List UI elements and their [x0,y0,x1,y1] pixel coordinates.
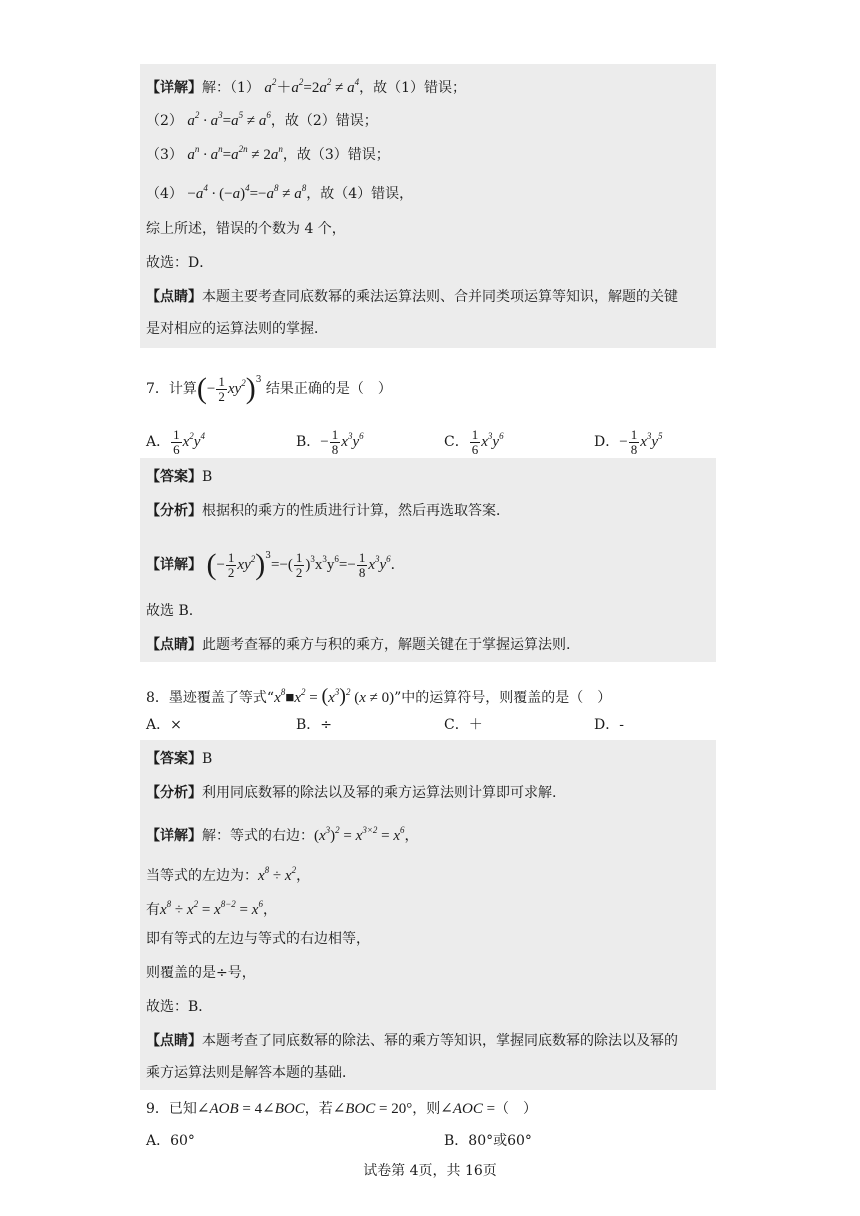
q6-detail-line-1: 【详解】解：（1） $a^2+a^2=2a^2 \ne a^4$，故（1）错误； [146,77,467,96]
q7-answer: 【答案】B [146,469,213,485]
q7-option-a[interactable]: A． $\frac{1}{6}$ $x^2y^4$ [146,426,205,457]
detail-tag: 【详解】 [146,80,202,96]
q8-analysis: 【分析】利用同底数幂的除法以及幂的乘方运算法则计算即可求解. [146,785,557,801]
page-footer: 试卷第 4页，共 16页 [363,1163,497,1179]
q6-detail-line-4: $(4) -a^4 \cdot (-a)^4=-a^8 \ne a^8$，故（4）错误， [146,183,414,202]
analysis-tag: 【分析】 [146,503,202,519]
math-expression: $x^8 \div x^2 = x^{8-2} = x^6$ [160,899,263,918]
q8-option-c[interactable]: C．＋ [444,717,483,733]
math-expression: ∠AOB = 4∠BOC [196,1101,305,1117]
q6-summary: 综上所述，错误的个数为 4 个， [146,221,346,237]
q8-answer: 【答案】B [146,751,213,767]
math-expression: $(x^3)^2 = x^{3\times 2} = x^6$ [314,825,405,844]
q8-stem: 8．墨迹覆盖了等式“$x^8■x^2 = (x^3)^2$ (x ≠ 0)”中的运算符号，则覆盖的是（ ） [146,685,612,707]
q6-comment-line-1: 【点睛】本题主要考查同底数幂的乘法运算法则、合并同类项运算等知识，解题的关键 [146,289,678,305]
q8-equation: $x^8■x^2 = (x^3)^2$ (x ≠ 0) [274,685,395,707]
q7-expression: (− $\frac{1}{2}$ $xy^2)^3$ [196,372,262,405]
q8-comment-line-2: 乘方运算法则是解答本题的基础． [146,1065,356,1081]
math-expression: $a^2 \cdot a^3=a^5 \ne a^6$ [187,110,271,129]
detail-tag: 【详解】 [146,828,202,844]
q7-option-d[interactable]: D．− $\frac{1}{8}$ $x^3y^5$ [594,426,663,457]
q8-have: 有$x^8 \div x^2 = x^{8-2} = x^6$， [146,899,277,918]
comment-tag: 【点睛】 [146,637,202,653]
q6-detail-line-2: （2） $a^2 \cdot a^3=a^5 \ne a^6$，故（2）错误； [146,110,378,129]
q9-stem: 9．已知∠AOB = 4∠BOC，若∠BOC = 20°，则∠AOC =（ ） [146,1101,538,1117]
q7-analysis: 【分析】根据积的乘方的性质进行计算，然后再选取答案． [146,503,510,519]
q8-equal: 即有等式的左边与等式的右边相等， [146,931,370,947]
math-expression: $x^8 \div x^2$ [258,865,297,884]
q8-option-a[interactable]: A．× [146,717,182,733]
math-expression: ∠BOC = 20° [332,1101,413,1117]
math-expression: $-a^4 \cdot (-a)^4=-a^8 \ne a^8$ [187,183,307,202]
q7-choose: 故选 B. [146,603,194,619]
q8-left-side: 当等式的左边为：$x^8 \div x^2$， [146,865,311,884]
comment-tag: 【点睛】 [146,1033,202,1049]
answer-tag: 【答案】 [146,751,202,767]
q7-detail: 【详解】 (− $\frac{1}{2}$ $xy^2)^3=-$( $\frac{1}{2}$ )$^3x^3y^6=-$ $\frac{1}{8}$ $x^3y^6$． [146,548,405,581]
q8-comment-line-1: 【点睛】本题考查了同底数幂的除法、幂的乘方等知识，掌握同底数幂的除法以及幂的 [146,1033,678,1049]
q7-comment: 【点睛】此题考查幂的乘方与积的乘方，解题关键在于掌握运算法则. [146,637,571,653]
q6-detail-line-3: （3） $a^n \cdot a^n=a^{2n} \ne 2a^n$，故（3）错误； [146,144,390,163]
math-expression: ∠AOC = [440,1101,496,1117]
math-expression: $a^2+a^2=2a^2 \ne a^4$ [264,77,360,96]
analysis-tag: 【分析】 [146,785,202,801]
q6-comment-line-2: 是对相应的运算法则的掌握． [146,321,328,337]
q8-option-d[interactable]: D．- [594,717,624,733]
answer-tag: 【答案】 [146,469,202,485]
comment-tag: 【点睛】 [146,289,202,305]
q7-option-c[interactable]: C． $\frac{1}{6}$ $x^3y^6$ [444,426,504,457]
q8-option-b[interactable]: B．÷ [296,717,333,733]
q8-choose: 故选：B． [146,999,213,1015]
q7-option-b[interactable]: B．− $\frac{1}{8}$ $x^3y^6$ [296,426,364,457]
math-expression: $a^n \cdot a^n=a^{2n} \ne 2a^n$ [187,144,283,163]
q8-detail: 【详解】解：等式的右边：$(x^3)^2 = x^{3\times 2} = x^6$， [146,825,419,844]
q7-stem: 7．计算(− $\frac{1}{2}$ $xy^2)^3$ 结果正确的是（ ） [146,372,392,405]
q9-option-a[interactable]: A．60° [146,1133,195,1149]
q8-covered: 则覆盖的是÷号， [146,965,256,981]
detail-tag: 【详解】 [146,557,202,573]
q7-detail-expression: (− $\frac{1}{2}$ $xy^2)^3=-$( $\frac{1}{2}$ )$^3x^3y^6=-$ $\frac{1}{8}$ $x^3y^6$ [206,548,391,581]
q9-option-b[interactable]: B．80°或60° [444,1133,532,1149]
q6-choose: 故选：D． [146,255,214,271]
